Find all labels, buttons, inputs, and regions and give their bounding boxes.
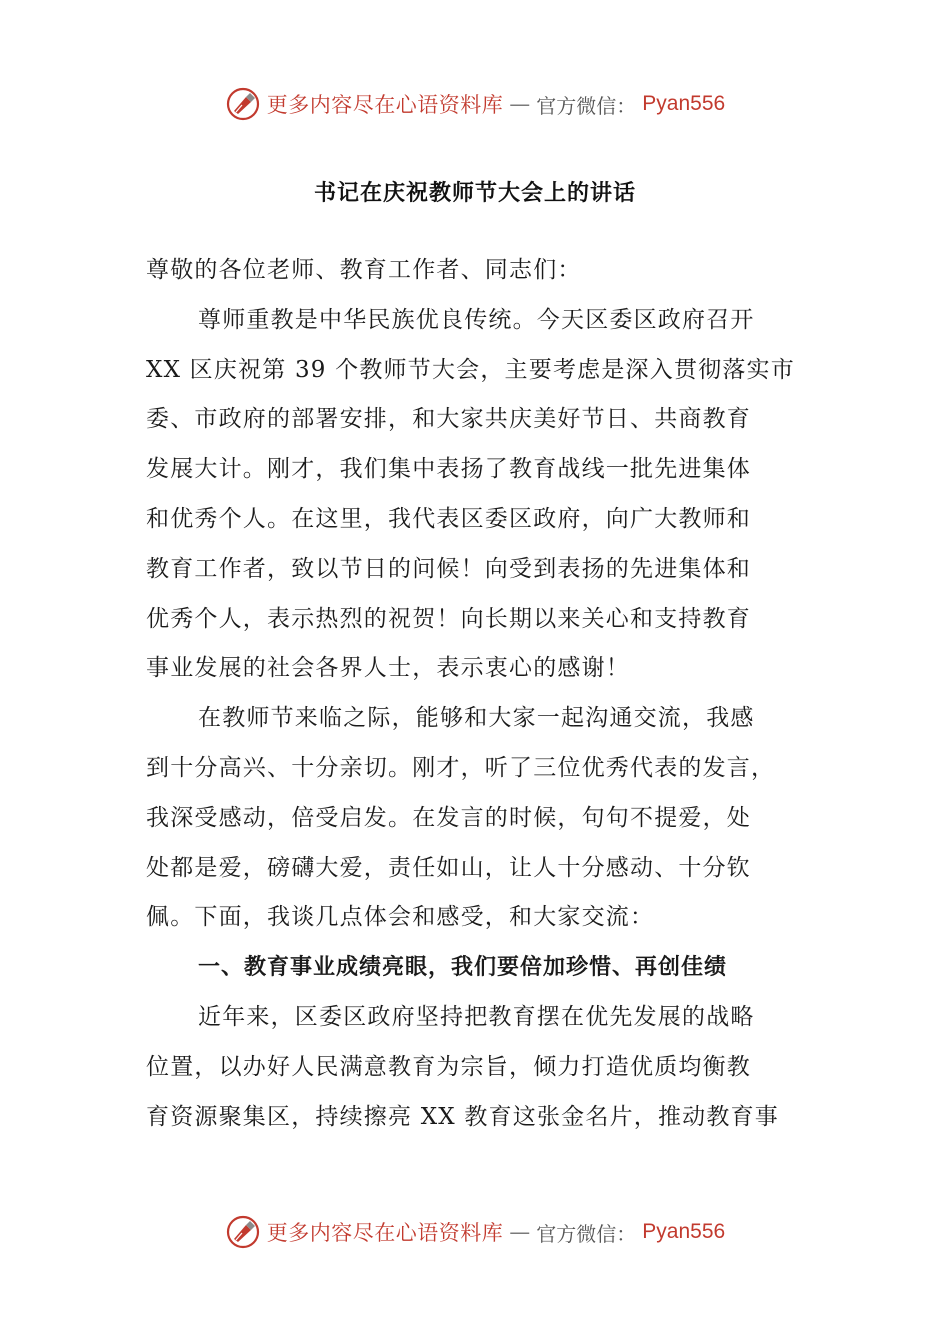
document-body [146, 246, 796, 1142]
section-heading: 一、教育事业成绩亮眼，我们要倍加珍惜、再创佳绩 [198, 955, 728, 981]
banner-wechat-label: 官方微信： [536, 93, 637, 118]
banner-dash: — [509, 1220, 531, 1244]
paragraph-line: 事业发展的社会各界人士，表示衷心的感谢！ [146, 655, 630, 682]
pen-nib-icon [225, 86, 261, 122]
document-title: 书记在庆祝教师节大会上的讲话 [313, 181, 636, 206]
paragraph-line: 发展大计。刚才，我们集中表扬了教育战线一批先进集体 [146, 456, 751, 483]
banner-wechat-id: Pyan556 [642, 92, 726, 115]
paragraph-line: 育资源聚集区，持续擦亮 XX 教育这张金名片，推动教育事 [146, 1103, 779, 1130]
paragraph-line: 委、市政府的部署安排，和大家共庆美好节日、共商教育 [146, 406, 751, 433]
paragraph-line: 我深受感动，倍受启发。在发言的时候，句句不提爱，处 [146, 804, 751, 831]
pen-nib-icon [225, 1214, 261, 1250]
paragraph-line: 位置，以办好人民满意教育为宗旨，倾力打造优质均衡教 [146, 1053, 751, 1080]
paragraph-line: 在教师节来临之际，能够和大家一起沟通交流，我感 [198, 705, 755, 732]
paragraph-line: 近年来，区委区政府坚持把教育摆在优先发展的战略 [198, 1003, 755, 1030]
paragraph-line: 到十分高兴、十分亲切。刚才，听了三位优秀代表的发言， [146, 754, 776, 781]
paragraph-line: 佩。下面，我谈几点体会和感受，和大家交流： [146, 904, 655, 931]
banner-wechat-label: 官方微信： [536, 1221, 637, 1246]
paragraph-line: 优秀个人，表示热烈的祝贺！向长期以来关心和支持教育 [146, 605, 751, 632]
paragraph-line: XX 区庆祝第 39 个教师节大会，主要考虑是深入贯彻落实市 [146, 356, 795, 383]
paragraph-line: 处都是爱，磅礴大爱，责任如山，让人十分感动、十分钦 [146, 854, 751, 881]
footer-banner [0, 1210, 950, 1254]
banner-dash: — [509, 92, 531, 116]
banner-slogan: 更多内容尽在心语资料库 [266, 1221, 504, 1245]
banner-wechat-id: Pyan556 [642, 1220, 726, 1243]
paragraph-line: 教育工作者，致以节日的问候！向受到表扬的先进集体和 [146, 555, 751, 582]
paragraph-line: 尊师重教是中华民族优良传统。今天区委区政府召开 [198, 306, 755, 333]
paragraph-line: 和优秀个人。在这里，我代表区委区政府，向广大教师和 [146, 505, 751, 532]
salutation: 尊敬的各位老师、教育工作者、同志们： [146, 257, 582, 283]
banner-slogan: 更多内容尽在心语资料库 [266, 93, 504, 117]
header-banner [0, 82, 950, 126]
